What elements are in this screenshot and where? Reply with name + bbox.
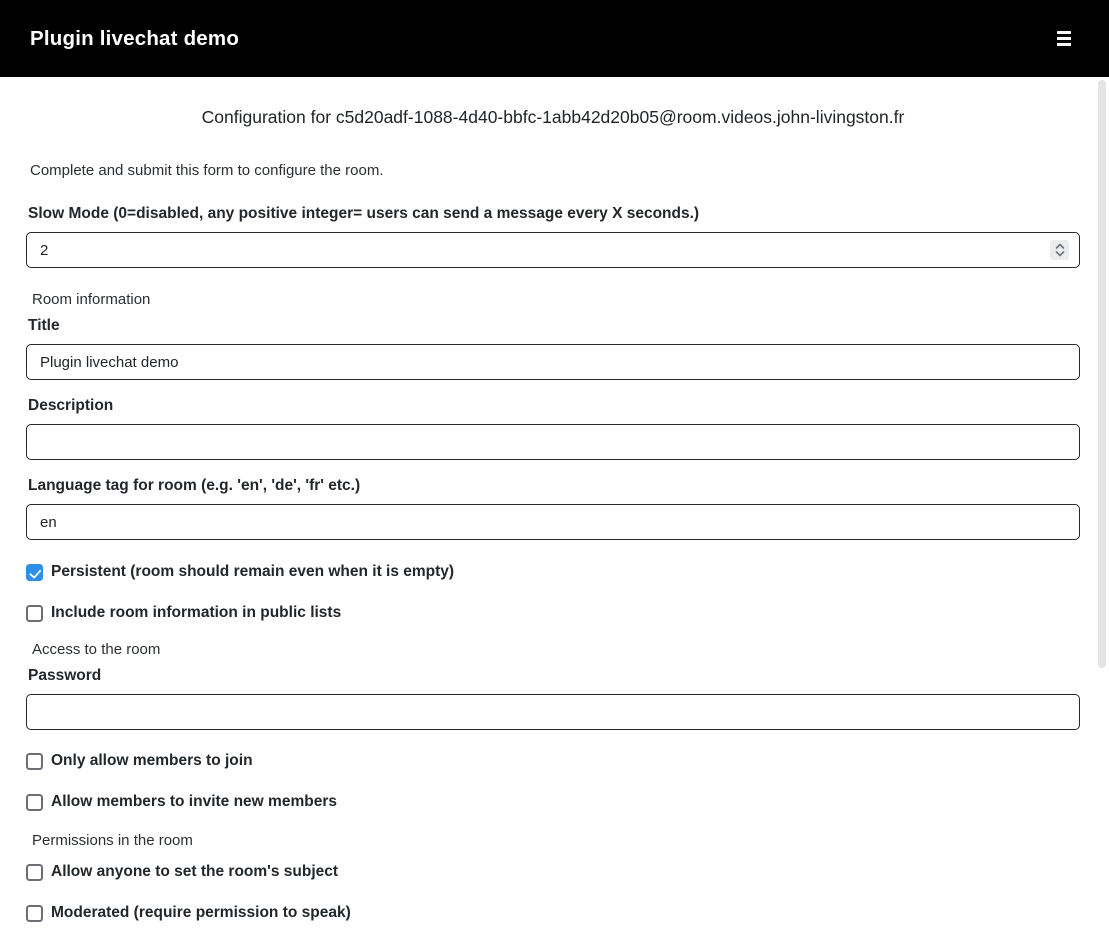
- language-label: Language tag for room (e.g. 'en', 'de', 'fr' etc.): [28, 477, 361, 494]
- slow-mode-label: Slow Mode (0=disabled, any positive integer= users can send a message every X seconds.): [28, 205, 700, 222]
- number-stepper-icon[interactable]: [1050, 240, 1069, 260]
- app-header: [0, 0, 1109, 77]
- persistent-checkbox-row[interactable]: [26, 562, 454, 582]
- description-field-wrap: [26, 424, 1080, 460]
- members-only-label: Only allow members to join: [51, 752, 253, 769]
- allow-invites-label: Allow members to invite new members: [51, 793, 337, 810]
- configuration-form: [0, 105, 1109, 923]
- scrollbar-thumb[interactable]: [1098, 80, 1106, 668]
- language-field-wrap: [26, 504, 1080, 540]
- menu-button[interactable]: [1053, 25, 1075, 52]
- password-field-wrap: [26, 694, 1080, 730]
- allow-invites-checkbox[interactable]: [26, 794, 43, 811]
- include-public-checkbox[interactable]: [26, 605, 43, 622]
- password-input[interactable]: [26, 694, 1080, 730]
- change-subject-label: Allow anyone to set the room's subject: [51, 863, 339, 880]
- description-label: Description: [28, 397, 114, 414]
- language-input[interactable]: [26, 504, 1080, 540]
- password-label: Password: [28, 667, 102, 684]
- hamburger-icon: [1057, 31, 1071, 46]
- change-subject-checkbox-row[interactable]: [26, 862, 338, 882]
- moderated-checkbox-row[interactable]: [26, 903, 351, 923]
- title-field-wrap: [26, 344, 1080, 380]
- page-title: Plugin livechat demo: [30, 26, 240, 50]
- moderated-label: Moderated (require permission to speak): [51, 904, 351, 921]
- members-only-checkbox-row[interactable]: [26, 751, 253, 771]
- section-legend-room-information: Room information: [32, 291, 151, 308]
- configuration-heading: Configuration for c5d20adf-1088-4d40-bbfc-1abb42d20b05@room.videos.john-livingston.fr: [201, 107, 905, 127]
- change-subject-checkbox[interactable]: [26, 864, 43, 881]
- title-input[interactable]: [26, 344, 1080, 380]
- include-public-label: Include room information in public lists: [51, 604, 342, 621]
- slow-mode-field-wrap: [26, 232, 1080, 268]
- form-instructions: Complete and submit this form to configure the room.: [30, 162, 384, 179]
- description-input[interactable]: [26, 424, 1080, 460]
- slow-mode-input[interactable]: [26, 232, 1080, 268]
- title-label: Title: [28, 317, 60, 334]
- section-legend-permissions: Permissions in the room: [32, 832, 193, 849]
- include-public-checkbox-row[interactable]: [26, 603, 341, 623]
- persistent-checkbox[interactable]: [26, 564, 43, 581]
- members-only-checkbox[interactable]: [26, 753, 43, 770]
- section-legend-access: Access to the room: [32, 641, 161, 658]
- persistent-label: Persistent (room should remain even when it is empty): [51, 563, 455, 580]
- allow-invites-checkbox-row[interactable]: [26, 792, 337, 812]
- moderated-checkbox[interactable]: [26, 905, 43, 922]
